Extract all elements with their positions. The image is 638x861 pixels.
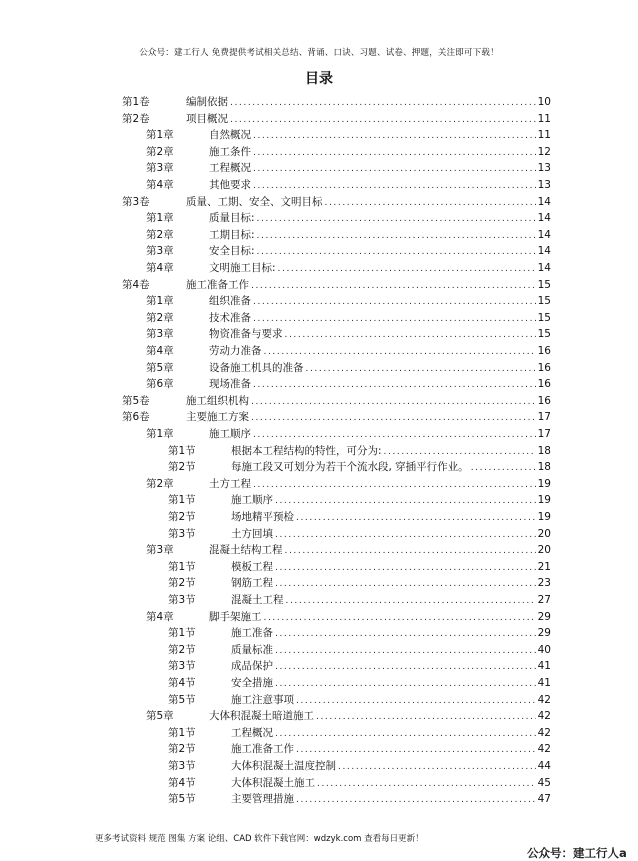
toc-entry[interactable] bbox=[168, 725, 551, 741]
toc-entry[interactable] bbox=[122, 277, 551, 293]
toc-entry[interactable] bbox=[168, 492, 551, 508]
toc-entry-page: 13 bbox=[537, 162, 551, 175]
toc-entry-label: 混凝土工程 bbox=[231, 594, 284, 606]
toc-dot-leader bbox=[275, 643, 536, 659]
toc-entry-number: 第2节 bbox=[168, 461, 196, 474]
toc-entry-number: 第6章 bbox=[146, 378, 174, 391]
toc-entry-page: 16 bbox=[537, 361, 551, 374]
toc-entry[interactable] bbox=[168, 443, 551, 459]
toc-entry-page: 20 bbox=[537, 527, 551, 540]
toc-entry-number: 第4节 bbox=[168, 776, 196, 789]
toc-entry-label: 施工组织机构 bbox=[186, 394, 249, 407]
toc-entry-number: 第1章 bbox=[146, 129, 174, 142]
toc-entry[interactable] bbox=[168, 625, 551, 641]
toc-entry-label: 主要施工方案 bbox=[186, 411, 249, 424]
toc-entry-number: 第2章 bbox=[146, 228, 174, 241]
toc-entry-number: 第4章 bbox=[146, 610, 174, 623]
page-footer: 更多考试资料 规范 图集 方案 论组、CAD 软件下载官网：wdzyk.com 查看每日更新！ bbox=[95, 834, 424, 844]
toc-entry-label: 项目概况 bbox=[186, 112, 228, 125]
toc-entry-page: 44 bbox=[537, 760, 551, 772]
toc-entry-number: 第6卷 bbox=[122, 411, 150, 424]
toc-dot-leader bbox=[384, 444, 536, 460]
toc-entry-page: 42 bbox=[537, 710, 551, 723]
toc-entry[interactable] bbox=[168, 675, 551, 691]
page-header: 公众号：建工行人 免费提供考试相关总结、背诵、口诀、习题、试卷、押题，关注即可下载！ bbox=[139, 48, 499, 58]
toc-entry[interactable] bbox=[146, 260, 551, 276]
toc-entry-number: 第2节 bbox=[168, 743, 196, 756]
toc-entry-number: 第3章 bbox=[146, 245, 174, 258]
toc-entry[interactable] bbox=[168, 775, 551, 791]
toc-entry-label: 物资准备与要求 bbox=[209, 328, 283, 341]
toc-entry-number: 第1卷 bbox=[122, 96, 150, 108]
toc-entry-label: 成品保护 bbox=[231, 660, 273, 673]
toc-entry-page: 18 bbox=[537, 444, 551, 457]
toc-entry-page: 45 bbox=[537, 776, 551, 789]
toc-entry-page: 10 bbox=[537, 96, 551, 108]
toc-dot-leader bbox=[251, 410, 536, 426]
toc-entry[interactable] bbox=[146, 310, 551, 326]
toc-dot-leader bbox=[296, 742, 536, 758]
toc-entry[interactable] bbox=[168, 592, 551, 608]
toc-entry-label: 安全目标: bbox=[209, 245, 255, 258]
toc-entry-page: 17 bbox=[537, 411, 551, 424]
toc-entry-page: 12 bbox=[537, 145, 551, 158]
toc-entry-label: 场地精平预检 bbox=[231, 511, 294, 523]
toc-entry-page: 19 bbox=[537, 494, 551, 507]
toc-entry-label: 质量标准 bbox=[231, 643, 273, 656]
toc-entry-page: 47 bbox=[537, 793, 551, 806]
toc-entry[interactable] bbox=[146, 326, 551, 342]
toc-dot-leader bbox=[253, 178, 536, 194]
toc-dot-leader bbox=[253, 128, 536, 144]
toc-entry-page: 23 bbox=[537, 577, 551, 590]
toc-entry[interactable] bbox=[122, 409, 551, 425]
toc-entry-page: 15 bbox=[537, 311, 551, 324]
toc-dot-leader bbox=[264, 344, 536, 360]
toc-entry[interactable] bbox=[122, 194, 551, 210]
toc-entry-page: 14 bbox=[537, 228, 551, 241]
toc-entry[interactable] bbox=[146, 210, 551, 226]
toc-entry-page: 20 bbox=[537, 544, 551, 557]
toc-entry-label: 现场准备 bbox=[209, 378, 251, 391]
toc-entry-label: 工程概况 bbox=[209, 162, 251, 175]
toc-entry-page: 14 bbox=[537, 262, 551, 274]
toc-dot-leader bbox=[275, 560, 536, 576]
toc-dot-leader bbox=[257, 228, 536, 244]
toc-entry-page: 14 bbox=[537, 245, 551, 258]
toc-entry-label: 自然概况 bbox=[209, 129, 251, 142]
toc-entry-label: 施工顺序 bbox=[231, 494, 273, 507]
toc-dot-leader bbox=[296, 792, 536, 808]
toc-dot-leader bbox=[278, 261, 536, 277]
toc-entry-page: 14 bbox=[537, 212, 551, 225]
toc-entry-page: 15 bbox=[537, 328, 551, 341]
toc-entry[interactable] bbox=[146, 144, 551, 160]
toc-entry-label: 钢筋工程 bbox=[231, 577, 273, 590]
page-title: 目录 bbox=[305, 71, 333, 87]
watermark: 公众号：建工行人a bbox=[527, 846, 627, 860]
toc-entry[interactable] bbox=[168, 575, 551, 591]
toc-entry-page: 19 bbox=[537, 477, 551, 490]
toc-entry-number: 第4卷 bbox=[122, 278, 150, 291]
toc-dot-leader bbox=[251, 394, 536, 410]
toc-entry[interactable] bbox=[146, 293, 551, 309]
toc-dot-leader bbox=[230, 95, 536, 111]
toc-entry-label: 编制依据 bbox=[186, 96, 228, 108]
toc-dot-leader bbox=[275, 527, 536, 543]
toc-entry-page: 17 bbox=[537, 428, 551, 440]
toc-entry-label: 每施工段又可划分为若干个流水段, 穿插平行作业。 bbox=[231, 461, 469, 474]
toc-entry-number: 第5章 bbox=[146, 361, 174, 374]
toc-entry-label: 根据本工程结构的特性，可分为: bbox=[231, 444, 382, 457]
toc-entry-number: 第1节 bbox=[168, 444, 196, 457]
toc-entry-label: 施工注意事项 bbox=[231, 693, 294, 706]
toc-entry[interactable] bbox=[168, 559, 551, 575]
toc-entry-label: 大体积混凝土温度控制 bbox=[231, 760, 336, 772]
toc-entry[interactable] bbox=[122, 94, 551, 110]
toc-entry[interactable] bbox=[146, 243, 551, 259]
toc-entry[interactable] bbox=[146, 476, 551, 492]
toc-entry[interactable] bbox=[168, 692, 551, 708]
toc-entry[interactable] bbox=[146, 343, 551, 359]
toc-dot-leader bbox=[275, 726, 536, 742]
toc-entry-label: 施工准备工作 bbox=[186, 278, 249, 291]
toc-entry-label: 脚手架施工 bbox=[209, 610, 262, 623]
toc-entry-page: 19 bbox=[537, 511, 551, 523]
toc-entry-label: 混凝土结构工程 bbox=[209, 544, 283, 557]
toc-entry-label: 土方回填 bbox=[231, 527, 273, 540]
toc-dot-leader bbox=[230, 112, 536, 128]
toc-entry[interactable] bbox=[146, 376, 551, 392]
toc-entry-page: 15 bbox=[537, 278, 551, 291]
toc-entry-number: 第3章 bbox=[146, 544, 174, 557]
toc-entry-number: 第4节 bbox=[168, 677, 196, 689]
toc-entry-page: 42 bbox=[537, 693, 551, 706]
toc-entry-number: 第1节 bbox=[168, 627, 196, 640]
toc-entry-label: 土方工程 bbox=[209, 477, 251, 490]
toc-entry-page: 41 bbox=[537, 677, 551, 689]
toc-entry-label: 工期目标: bbox=[209, 228, 255, 241]
toc-dot-leader bbox=[285, 543, 536, 559]
toc-dot-leader bbox=[264, 610, 536, 626]
toc-entry-page: 15 bbox=[537, 295, 551, 308]
toc-dot-leader bbox=[275, 493, 536, 509]
toc-dot-leader bbox=[286, 593, 536, 609]
toc-dot-leader bbox=[306, 361, 536, 377]
toc-entry-label: 工程概况 bbox=[231, 726, 273, 739]
toc-entry[interactable] bbox=[146, 360, 551, 376]
toc-entry-label: 主要管理措施 bbox=[231, 793, 294, 806]
toc-dot-leader bbox=[317, 776, 536, 792]
toc-entry-label: 质量目标: bbox=[209, 212, 255, 225]
toc-entry-page: 42 bbox=[537, 726, 551, 739]
toc-entry-label: 文明施工目标: bbox=[209, 262, 276, 274]
toc-entry[interactable] bbox=[146, 227, 551, 243]
toc-entry-number: 第2卷 bbox=[122, 112, 150, 125]
toc-entry-number: 第3节 bbox=[168, 760, 196, 772]
toc-dot-leader bbox=[253, 145, 536, 161]
toc-dot-leader bbox=[257, 211, 536, 227]
toc-entry-number: 第5节 bbox=[168, 693, 196, 706]
toc-entry-label: 安全措施 bbox=[231, 677, 273, 689]
toc-dot-leader bbox=[296, 510, 536, 526]
toc-entry-page: 11 bbox=[537, 112, 551, 125]
toc-entry-number: 第2节 bbox=[168, 577, 196, 590]
toc-dot-leader bbox=[338, 759, 536, 775]
toc-entry-label: 模板工程 bbox=[231, 560, 273, 573]
toc-entry[interactable] bbox=[146, 177, 551, 193]
toc-dot-leader bbox=[253, 294, 536, 310]
toc-dot-leader bbox=[253, 161, 536, 177]
toc-entry-page: 29 bbox=[537, 610, 551, 623]
toc-entry-label: 施工条件 bbox=[209, 145, 251, 158]
toc-entry-page: 41 bbox=[537, 660, 551, 673]
toc-entry[interactable] bbox=[146, 542, 551, 558]
toc-dot-leader bbox=[285, 327, 536, 343]
toc-entry-page: 27 bbox=[537, 594, 551, 606]
toc-entry-page: 18 bbox=[537, 461, 551, 474]
toc-entry-label: 组织准备 bbox=[209, 295, 251, 308]
toc-entry[interactable] bbox=[146, 609, 551, 625]
toc-entry[interactable] bbox=[168, 658, 551, 674]
toc-entry-number: 第3节 bbox=[168, 660, 196, 673]
toc-dot-leader bbox=[275, 626, 536, 642]
toc-entry[interactable] bbox=[168, 459, 551, 475]
toc-entry[interactable] bbox=[122, 111, 551, 127]
toc-entry-number: 第3节 bbox=[168, 594, 196, 606]
toc-entry-number: 第4章 bbox=[146, 179, 174, 191]
toc-entry[interactable] bbox=[168, 758, 551, 774]
toc-dot-leader bbox=[471, 460, 536, 476]
toc-entry-number: 第1节 bbox=[168, 560, 196, 573]
toc-entry-number: 第2节 bbox=[168, 643, 196, 656]
toc-entry[interactable] bbox=[122, 393, 551, 409]
toc-dot-leader bbox=[257, 244, 536, 260]
toc-entry-number: 第3节 bbox=[168, 527, 196, 540]
toc-entry[interactable] bbox=[146, 426, 551, 442]
toc-entry-number: 第1节 bbox=[168, 494, 196, 507]
toc-entry-page: 42 bbox=[537, 743, 551, 756]
toc-dot-leader bbox=[275, 576, 536, 592]
toc-entry-page: 29 bbox=[537, 627, 551, 640]
toc-entry-number: 第1节 bbox=[168, 726, 196, 739]
toc-entry-number: 第2节 bbox=[168, 511, 196, 523]
toc-dot-leader bbox=[275, 676, 536, 692]
toc-entry-number: 第1章 bbox=[146, 212, 174, 225]
toc-dot-leader bbox=[275, 659, 536, 675]
toc-entry-label: 施工顺序 bbox=[209, 428, 251, 440]
toc-entry-number: 第2章 bbox=[146, 311, 174, 324]
toc-entry-number: 第2章 bbox=[146, 145, 174, 158]
toc-entry-label: 施工准备 bbox=[231, 627, 273, 640]
toc-entry[interactable] bbox=[168, 741, 551, 757]
toc-entry-page: 16 bbox=[537, 378, 551, 391]
toc-entry-page: 21 bbox=[537, 560, 551, 573]
toc-entry[interactable] bbox=[146, 127, 551, 143]
toc-entry-number: 第2章 bbox=[146, 477, 174, 490]
toc-dot-leader bbox=[296, 693, 536, 709]
toc-dot-leader bbox=[251, 278, 536, 294]
toc-dot-leader bbox=[325, 195, 536, 211]
toc-entry[interactable] bbox=[146, 708, 551, 724]
toc-entry-page: 40 bbox=[537, 643, 551, 656]
toc-dot-leader bbox=[253, 311, 536, 327]
toc-entry[interactable] bbox=[168, 791, 551, 807]
toc-dot-leader bbox=[253, 427, 536, 443]
toc-entry-label: 设备施工机具的准备 bbox=[209, 361, 304, 374]
toc-entry-number: 第3章 bbox=[146, 328, 174, 341]
toc-entry[interactable] bbox=[168, 509, 551, 525]
toc-entry[interactable] bbox=[168, 642, 551, 658]
toc-entry-page: 13 bbox=[537, 179, 551, 191]
toc-dot-leader bbox=[316, 709, 536, 725]
toc-entry-number: 第1章 bbox=[146, 295, 174, 308]
toc-entry-page: 11 bbox=[537, 129, 551, 142]
toc-entry-number: 第5卷 bbox=[122, 394, 150, 407]
toc-dot-leader bbox=[253, 477, 536, 493]
toc-entry-page: 16 bbox=[537, 394, 551, 407]
toc-entry-label: 劳动力准备 bbox=[209, 345, 262, 357]
toc-entry-number: 第5节 bbox=[168, 793, 196, 806]
toc-entry-label: 大体积混凝土暗道施工 bbox=[209, 710, 314, 723]
toc-entry[interactable] bbox=[168, 526, 551, 542]
toc-dot-leader bbox=[253, 377, 536, 393]
toc-entry-label: 质量、工期、安全、文明目标 bbox=[186, 195, 323, 208]
toc-entry-page: 14 bbox=[537, 195, 551, 208]
toc-entry-number: 第5章 bbox=[146, 710, 174, 723]
toc-entry-label: 其他要求 bbox=[209, 179, 251, 191]
toc-entry-page: 16 bbox=[537, 345, 551, 357]
toc-entry-label: 施工准备工作 bbox=[231, 743, 294, 756]
toc-entry-label: 大体积混凝土施工 bbox=[231, 776, 315, 789]
toc-entry-label: 技术准备 bbox=[209, 311, 251, 324]
toc-entry-number: 第4章 bbox=[146, 262, 174, 274]
toc-entry-number: 第1章 bbox=[146, 428, 174, 440]
toc-entry-number: 第3章 bbox=[146, 162, 174, 175]
toc-entry[interactable] bbox=[146, 160, 551, 176]
toc-entry-number: 第4章 bbox=[146, 345, 174, 357]
toc-entry-number: 第3卷 bbox=[122, 195, 150, 208]
